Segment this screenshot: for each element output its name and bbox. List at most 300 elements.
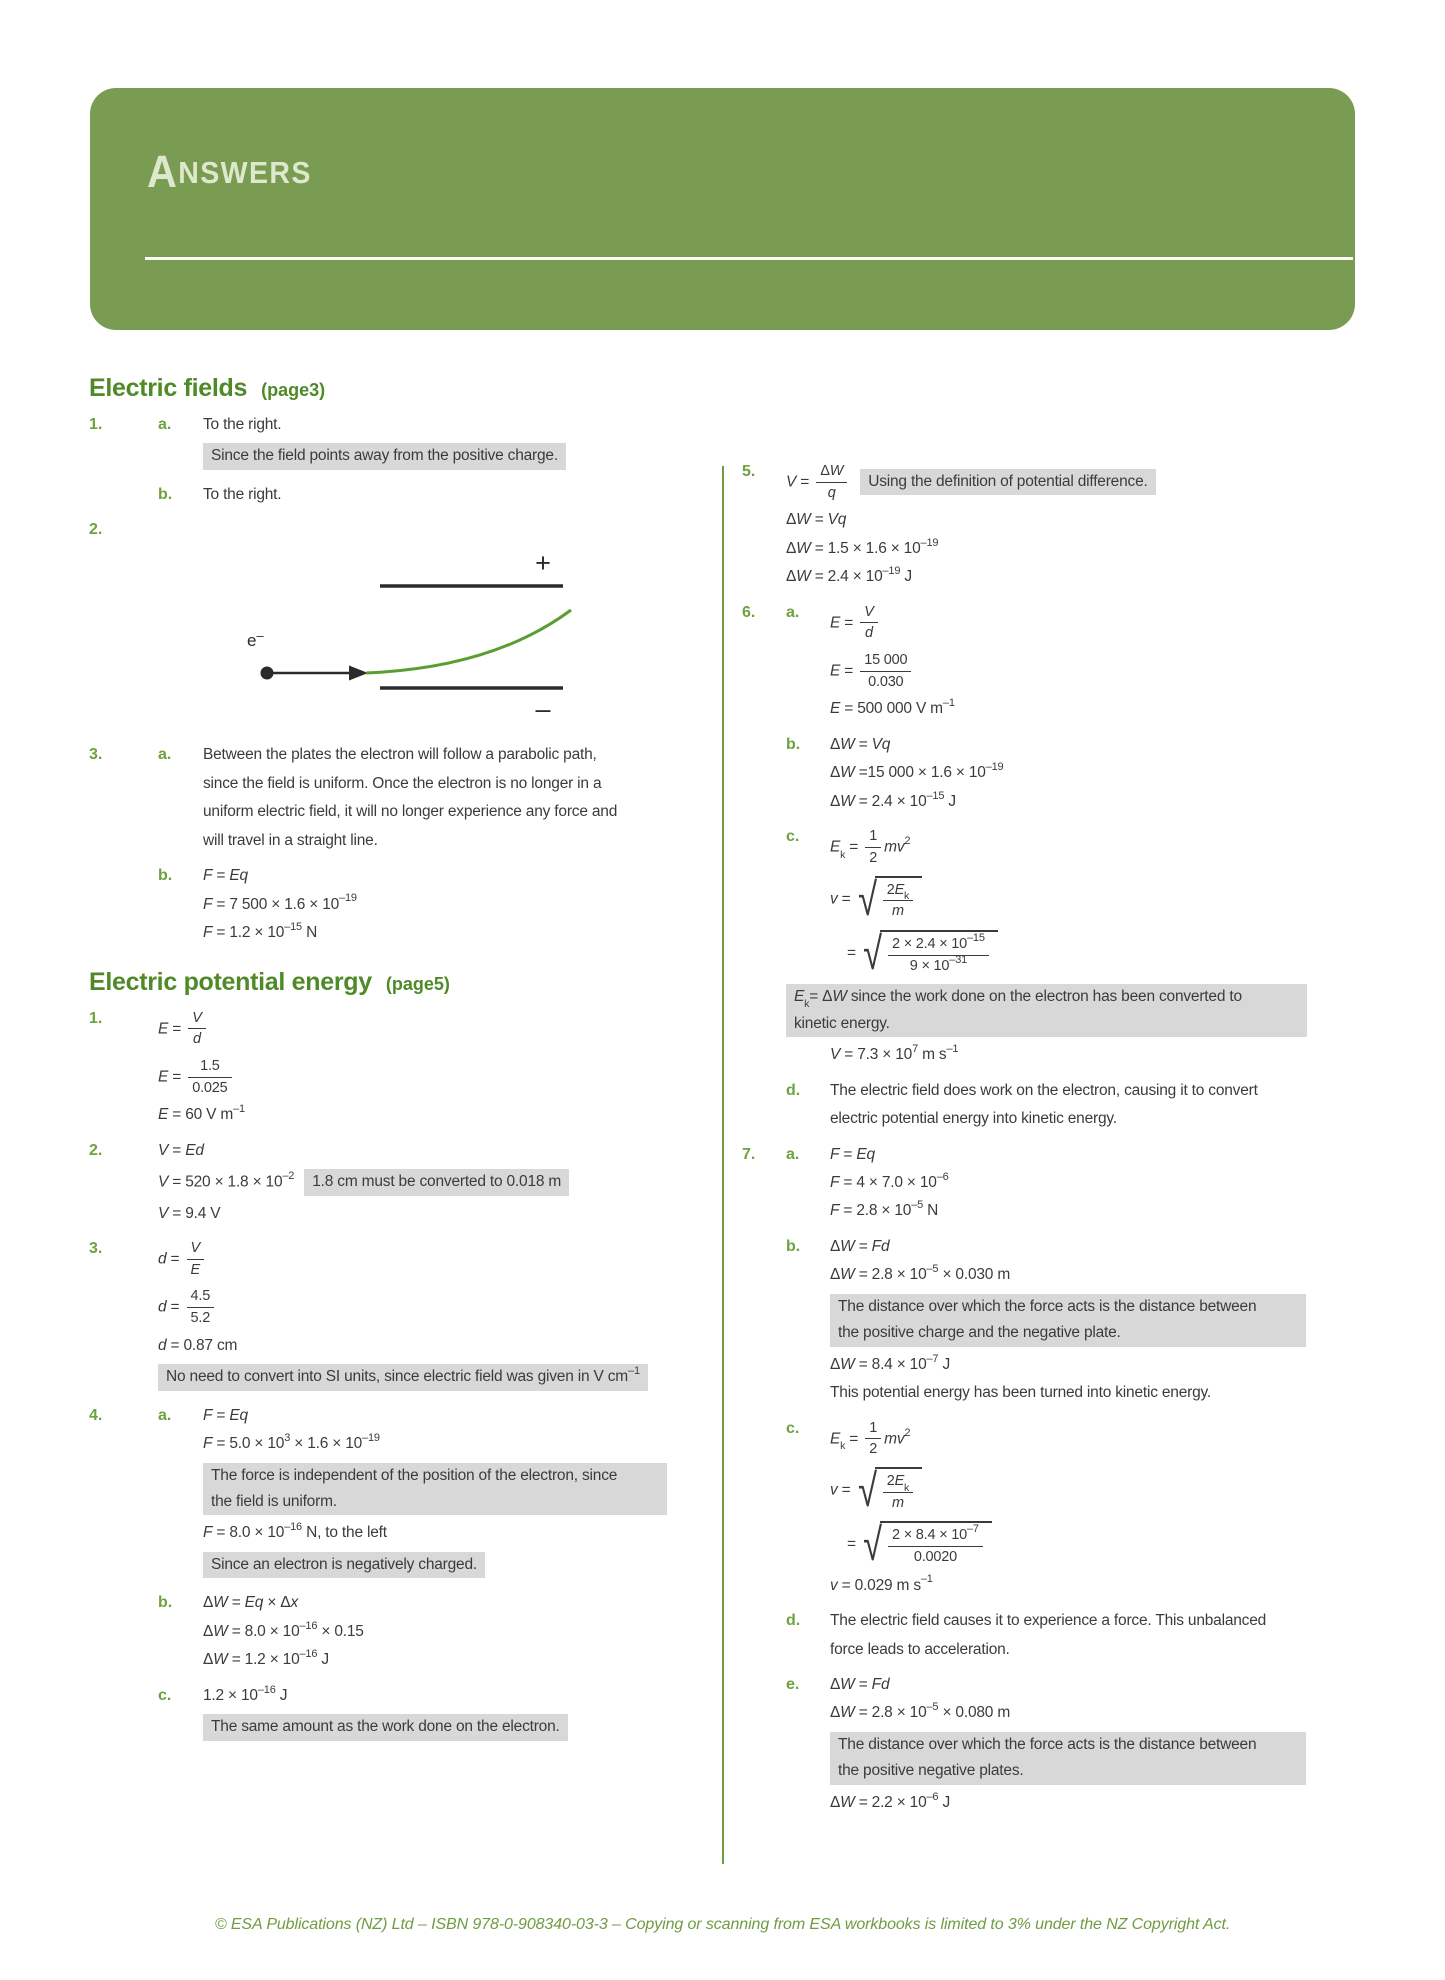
superscript: 2 [904,1426,911,1439]
text: Δ [203,1622,214,1640]
answer-item [742,1237,1358,1412]
item-number [742,1237,786,1238]
answer-line [203,415,659,435]
text: the positive charge and the negative plate. [838,1324,1121,1342]
item-letter: c. [786,828,800,846]
text: = [212,867,230,885]
text: = 8.0 × 10 [212,1524,285,1542]
math-variable: F [203,1435,213,1453]
math-variable: W [829,463,844,479]
superscript: –16 [299,1619,318,1632]
answer-content [830,1611,1358,1668]
text: = 0.87 cm [166,1336,238,1354]
math-variable: W [840,1237,855,1255]
text: No need to convert into SI units, since electric field was given in V cm [166,1368,629,1386]
superscript: –5 [926,1263,939,1276]
math-variable: V [786,473,797,491]
answer-item [89,415,659,478]
superscript: –15 [926,789,945,802]
text: = 8.0 × 10 [227,1622,300,1640]
fraction [187,1240,204,1278]
item-number: 5. [742,463,756,480]
math-variable: V [158,1173,169,1191]
math-variable: mv [884,838,905,856]
text: × 0.080 m [938,1704,1011,1722]
answer-line [786,462,1358,502]
subscript: k [904,1481,910,1494]
text: = 0.029 m s [837,1576,921,1594]
item-letter: a. [786,1145,800,1163]
text: N [923,1202,939,1220]
numerator [865,828,881,847]
text: = [845,1429,863,1447]
math-variable: m [891,1494,904,1511]
answer-line [203,920,659,943]
math-variable: W [832,988,847,1006]
item-number: 3. [89,1240,103,1258]
math-variable: E [830,613,841,631]
item-letter: b. [158,867,173,885]
text: 0.025 [192,1079,228,1096]
item-number: 3. [89,746,103,764]
math-variable: Eq [244,1594,264,1612]
math-variable: W [213,1594,228,1612]
math-variable: W [840,1793,855,1811]
numerator [187,1240,204,1259]
answer-line [158,1141,659,1161]
teacher-note-highlight [304,1169,569,1195]
numerator [188,1010,205,1029]
text: J [900,568,912,586]
answer-line [830,1170,1358,1193]
answer-item [89,485,659,513]
text: × 0.030 m [938,1266,1011,1284]
answer-line [830,1081,1358,1101]
item-letter: b. [158,485,173,503]
superscript: –19 [985,761,1004,774]
math-variable: Eq [229,867,248,885]
note-highlight [203,443,566,469]
text: = 2.4 × 10 [854,792,927,810]
answer-line [847,1518,1358,1571]
section-page-ref: (page3) [261,380,326,400]
denominator [188,1028,205,1048]
text: = [837,1481,855,1499]
answer-content [203,1683,659,1749]
answer-line [847,927,1358,980]
superscript: –19 [882,565,901,578]
numerator [888,932,989,955]
text: Δ [830,1237,841,1255]
math-variable: E [830,838,841,856]
text: The distance over which the force acts is the distance between [838,1297,1257,1315]
answer-line [830,1611,1358,1631]
text: = 7.3 × 10 [840,1046,913,1064]
answer-line [830,1675,1358,1695]
math-variable: W [213,1622,228,1640]
right-column [742,462,1358,1828]
math-variable: Eq [229,1406,248,1424]
column-divider [722,466,724,1864]
fraction [883,1473,913,1511]
radicand [875,1467,922,1513]
math-variable: q [827,484,836,501]
answer-line [786,567,1358,587]
text: = [212,1406,230,1424]
math-variable: Eq [856,1145,875,1163]
math-variable: W [840,735,855,753]
math-variable: d [158,1250,167,1268]
text: The force is independent of the position of the electron, since [211,1466,618,1484]
superscript: –31 [949,953,968,966]
text: Δ [830,764,841,782]
text: = 1.2 × 10 [212,924,285,942]
text: = 2.2 × 10 [854,1793,927,1811]
superscript: –15 [967,932,985,945]
text: Δ [830,1793,841,1811]
answers-header-banner [90,88,1355,330]
math-variable: W [796,568,811,586]
note-highlight [830,1732,1306,1758]
section-title: Electric potential energy [89,967,372,996]
denominator [187,1307,215,1327]
denominator [865,847,881,867]
text: Since an electron is negatively charged. [211,1555,477,1573]
positive-plate-label: + [535,548,551,579]
text: 1.5 [200,1057,220,1074]
item-letter: a. [158,416,172,433]
text: Δ [786,511,797,529]
item-letter: b. [786,1237,801,1255]
item-number [89,485,158,486]
text: 0.0020 [913,1548,958,1565]
radical-sign: √ [863,1518,882,1571]
text: Between the plates the electron will follow a parabolic path, [203,746,597,764]
fraction [188,1058,231,1096]
text: = 60 V m [168,1106,234,1124]
fraction [888,932,989,974]
note-highlight [830,1758,1306,1784]
item-number [742,1081,786,1082]
text: = [796,473,814,491]
answer-line [830,1352,1358,1375]
numerator [860,652,911,671]
answer-content [830,1419,1358,1604]
text: J [317,1651,329,1669]
answer-item [89,1406,659,1587]
answer-content [830,735,1358,820]
item-number: 1. [89,1009,103,1027]
text: = 520 × 1.8 × 10 [168,1173,283,1191]
math-variable: v [830,889,838,907]
fraction [860,652,911,690]
answer-line [830,789,1358,812]
text: 4.5 [190,1288,211,1305]
header-rule [145,257,1353,260]
fraction [188,1010,205,1048]
denominator [816,482,847,502]
math-variable: W [840,1266,855,1284]
math-variable: E [830,662,841,680]
superscript: –1 [942,697,955,710]
text: = [845,838,863,856]
answer-item [742,1611,1358,1668]
text: 2 [869,1441,878,1458]
answer-content [786,462,1358,596]
text: Using the definition of potential difference. [868,472,1148,490]
numerator [188,1058,231,1077]
answer-line [830,1109,1358,1129]
answer-line [830,1237,1358,1257]
section-heading [89,374,659,403]
superscript: –5 [926,1701,939,1714]
text: Since the field points away from the positive charge. [211,447,558,465]
answer-content [158,1141,659,1232]
parabolic-path-curve [366,610,571,673]
section-title: Electric fields [89,374,248,402]
math-variable: E [158,1106,169,1124]
math-variable: Fd [871,1237,890,1255]
answer-line [158,1287,659,1327]
note-highlight [786,1011,1307,1037]
note-highlight [203,1552,485,1578]
subscript: k [904,890,910,903]
math-variable: E [894,881,905,898]
text: electric potential energy into kinetic energy. [830,1110,1117,1128]
text: Δ [830,735,841,753]
math-variable: V [192,1009,202,1026]
radical-sign: √ [863,927,882,980]
math-variable: W [213,1651,228,1669]
answer-line [830,735,1358,755]
negative-plate-label: – [535,694,551,725]
superscript: –15 [284,920,302,933]
item-number [742,1675,786,1676]
answer-line [830,651,1358,691]
superscript: –2 [282,1170,295,1183]
math-variable: m [891,903,904,920]
math-variable: F [203,895,213,913]
item-letter: e. [786,1675,800,1693]
numerator [816,463,847,482]
superscript: –6 [936,1170,949,1183]
answer-line [830,1703,1358,1723]
text: Δ [830,1266,841,1284]
text: The electric field causes it to experience a force. This unbalanced [830,1612,1267,1630]
text: = 7 500 × 1.6 × 10 [212,895,340,913]
math-variable: W [840,1704,855,1722]
answer-line [158,1204,659,1224]
note-highlight [830,1320,1306,1346]
text: = [840,613,858,631]
copyright-footer: © ESA Publications (NZ) Ltd – ISBN 978-0-908340-03-3 – Copying or scanning from ESA workbooks is limited to 3% under the NZ Copyright Act. [214,1916,1231,1933]
answer-line [830,1265,1358,1285]
math-variable: E [158,1068,169,1086]
fraction [860,604,877,642]
math-variable: V [158,1141,169,1159]
superscript: –16 [299,1648,318,1661]
answer-line [830,872,1358,925]
teacher-note-highlight [860,469,1155,495]
answer-line [203,892,659,915]
answer-content [830,1145,1358,1230]
left-column [89,374,659,1756]
text: Δ [820,463,830,479]
note-highlight [158,1364,648,1390]
answer-item [89,745,659,859]
radicand [875,876,922,922]
text: Δ [830,1704,841,1722]
answer-item [742,827,1358,1073]
item-letter: a. [786,603,800,621]
text: = [168,1019,186,1037]
text: The distance over which the force acts is the distance between [838,1735,1257,1753]
answer-line [830,699,1358,719]
answer-line [203,1619,659,1642]
text: = 8.4 × 10 [854,1355,927,1373]
text: The electric field does work on the electron, causing it to convert [830,1081,1258,1099]
item-letter: b. [786,735,801,753]
answer-line [203,1431,659,1454]
text: = 9.4 V [168,1204,221,1222]
math-variable: F [203,924,213,942]
fraction [816,463,847,501]
answer-line [203,1406,659,1426]
text: = 500 000 V m [840,700,943,718]
answer-line [830,827,1358,867]
answer-item [742,1145,1358,1230]
superscript: –19 [339,892,357,905]
denominator [865,1438,881,1458]
numerator [883,882,913,901]
math-variable: E [894,1472,905,1489]
text: J [938,1793,951,1811]
math-variable: Fd [871,1675,890,1693]
text: = 2.8 × 10 [839,1202,912,1220]
text: To the right. [203,416,282,433]
denominator [188,1077,231,1097]
radicand [880,1521,992,1567]
item-number [89,866,158,867]
text: 2 [886,1472,895,1489]
answer-item [742,462,1358,596]
answer-item [89,866,659,951]
text: Δ [830,1355,841,1373]
text: × Δ [263,1594,291,1612]
text: the positive negative plates. [838,1762,1024,1780]
electron-path-diagram [103,546,659,731]
fraction [865,828,881,866]
text: 1.2 × 10 [203,1686,258,1704]
text: = 4 × 7.0 × 10 [839,1173,937,1191]
item-number [89,1593,158,1594]
note-highlight [203,1714,568,1740]
item-number: 1. [89,416,103,433]
answer-line [203,1683,659,1706]
item-letter: c. [158,1686,172,1704]
superscript: –5 [911,1199,924,1212]
text: 5.2 [190,1310,211,1327]
denominator [883,1492,913,1512]
numerator [888,1523,983,1546]
answer-line [158,1239,659,1279]
text: = [810,511,828,529]
answer-content [203,1406,659,1587]
math-variable: W [840,1675,855,1693]
text: = 2.4 × 10 [810,568,883,586]
answer-line [203,745,659,765]
text: Δ [203,1651,214,1669]
denominator [860,622,877,642]
radicand [880,930,998,976]
answer-line [203,1523,659,1543]
text: = [847,944,860,962]
superscript: 2 [904,835,911,848]
answer-line [830,1464,1358,1517]
answer-line [203,866,659,886]
text: = [847,1535,860,1553]
text: = [840,662,858,680]
section-page-ref: (page5) [385,973,450,994]
velocity-arrow-head [349,666,368,681]
math-variable: E [794,988,805,1006]
text: 1 [869,828,878,845]
answer-line [786,510,1358,530]
math-variable: V [158,1204,169,1222]
text: = [168,1141,186,1159]
answer-line [158,1057,659,1097]
math-variable: F [203,867,213,885]
text: This potential energy has been turned into kinetic energy. [830,1384,1212,1402]
answer-item [742,1675,1358,1821]
answer-line [830,1640,1358,1660]
answer-content [830,1237,1358,1412]
text: since the work done on the electron has been converted to [846,988,1242,1006]
answer-line [158,1169,659,1195]
answer-item [89,1683,659,1749]
answer-line [830,1145,1358,1165]
answer-item [89,520,659,539]
text: uniform electric field, it will no longer experience any force and [203,803,618,821]
text: = [168,1068,186,1086]
answer-content [203,415,659,478]
math-variable: F [203,1406,213,1424]
page-title: ANSWERS [147,146,312,197]
denominator [860,671,911,691]
item-number: 2. [89,1141,103,1159]
text: 0.030 [868,673,904,690]
math-variable: d [158,1336,167,1354]
math-variable: E [830,700,841,718]
answer-line [830,1042,1358,1065]
superscript: –1 [920,1573,933,1586]
math-variable: E [190,1261,200,1278]
text: Δ [830,1675,841,1693]
answer-content [203,866,659,951]
text: 2 × 8.4 × 10 [892,1527,968,1544]
text: will travel in a straight line. [203,831,378,849]
math-variable: W [840,1355,855,1373]
radical-sign: √ [857,872,877,925]
numerator [187,1288,215,1307]
text: the field is uniform. [211,1492,337,1510]
text: × 1.6 × 10 [290,1435,363,1453]
math-variable: W [796,511,811,529]
denominator [888,955,989,975]
superscript: –19 [362,1431,380,1444]
text: = [166,1250,184,1268]
superscript: –7 [967,1523,979,1536]
